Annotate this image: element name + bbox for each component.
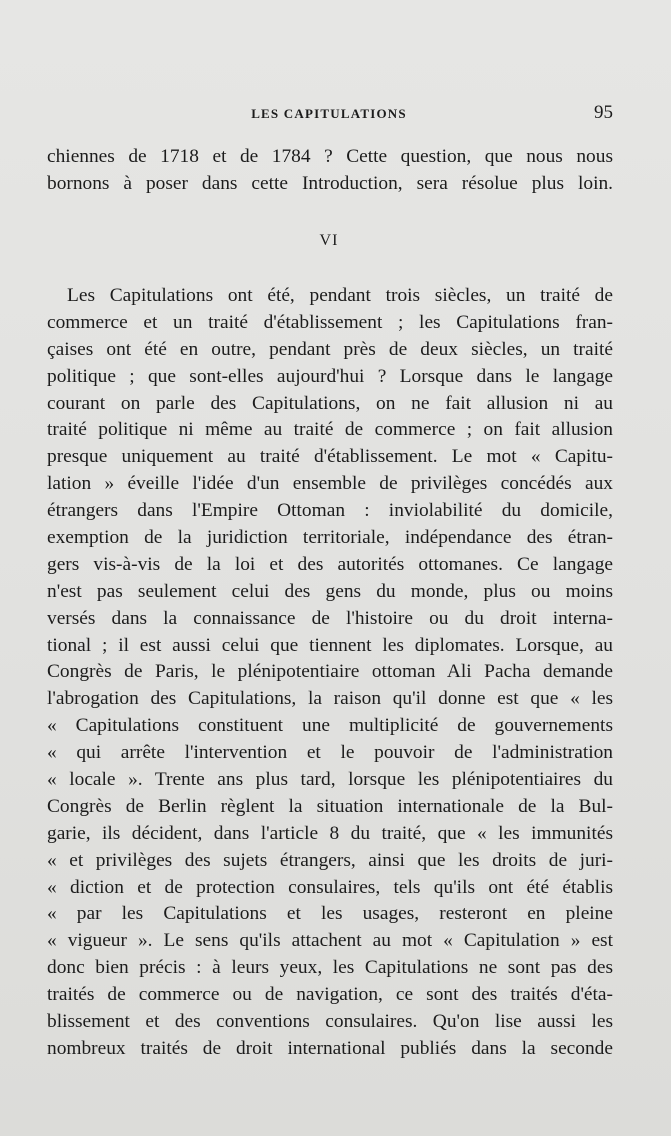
section-heading: VI <box>319 232 339 249</box>
text-line: Congrès de Berlin règlent la situation internationale de la Bul- <box>47 795 613 817</box>
text-line: commerce et un traité d'établissement ; les Capitulations fran- <box>47 311 613 333</box>
text-line: garie, ils décident, dans l'article 8 du traité, que « les immunités <box>47 822 613 844</box>
intro-paragraph <box>47 144 613 198</box>
text-line: blissement et des conventions consulaires. Qu'on lise aussi les <box>47 1011 613 1033</box>
body-paragraph <box>47 283 613 1063</box>
text-line: çaises ont été en outre, pendant près de deux siècles, un traité <box>47 338 613 360</box>
text-line: gers vis-à-vis de la loi et des autorités ottomanes. Ce langage <box>47 553 613 575</box>
text-line: versés dans la connaissance de l'histoire ou du droit interna- <box>47 607 613 629</box>
text-line: « vigueur ». Le sens qu'ils attachent au mot « Capitulation » est <box>47 930 613 952</box>
text-line: presque uniquement au traité d'établissement. Le mot « Capitu- <box>47 446 613 468</box>
text-line: nombreux traités de droit international publiés dans la seconde <box>47 1037 613 1059</box>
text-line: « diction et de protection consulaires, tels qu'ils ont été établis <box>47 876 613 898</box>
text-line: étrangers dans l'Empire Ottoman : inviolabilité du domicile, <box>47 500 613 522</box>
text-line: donc bien précis : à leurs yeux, les Capitulations ne sont pas des <box>47 957 613 979</box>
text-line: n'est pas seulement celui des gens du monde, plus ou moins <box>47 580 613 602</box>
text-line: « locale ». Trente ans plus tard, lorsque les plénipotentiaires du <box>47 769 613 791</box>
text-line: l'abrogation des Capitulations, la raison qu'il donne est que « les <box>47 688 613 710</box>
running-head <box>45 102 613 130</box>
text-line: « et privilèges des sujets étrangers, ainsi que les droits de juri- <box>47 849 613 871</box>
text-line: traités de commerce ou de navigation, ce sont des traités d'éta- <box>47 984 613 1006</box>
text-line: traité politique ni même au traité de commerce ; on fait allusion <box>47 419 613 441</box>
text-line: lation » éveille l'idée d'un ensemble de privilèges concédés aux <box>47 473 613 495</box>
text-line: « qui arrête l'intervention et le pouvoir de l'administration <box>47 742 613 764</box>
text-line: courant on parle des Capitulations, on ne fait allusion ni au <box>47 392 613 414</box>
page-number: 95 <box>594 102 613 123</box>
text-line: chiennes de 1718 et de 1784 ? Cette question, que nous nous <box>47 146 613 167</box>
running-title: LES CAPITULATIONS <box>251 106 407 121</box>
text-line: « Capitulations constituent une multiplicité de gouvernements <box>47 715 613 737</box>
text-line: bornons à poser dans cette Introduction, sera résolue plus loin. <box>47 172 613 194</box>
text-line: Congrès de Paris, le plénipotentiaire ottoman Ali Pacha demande <box>47 661 613 683</box>
text-line: politique ; que sont-elles aujourd'hui ? Lorsque dans le langage <box>47 365 613 387</box>
text-line: Les Capitulations ont été, pendant trois siècles, un traité de <box>67 285 613 306</box>
text-line: « par les Capitulations et les usages, resteront en pleine <box>47 903 613 925</box>
text-line: exemption de la juridiction territoriale, indépendance des étran- <box>47 527 613 549</box>
text-line: tional ; il est aussi celui que tiennent les diplomates. Lorsque, au <box>47 634 613 656</box>
